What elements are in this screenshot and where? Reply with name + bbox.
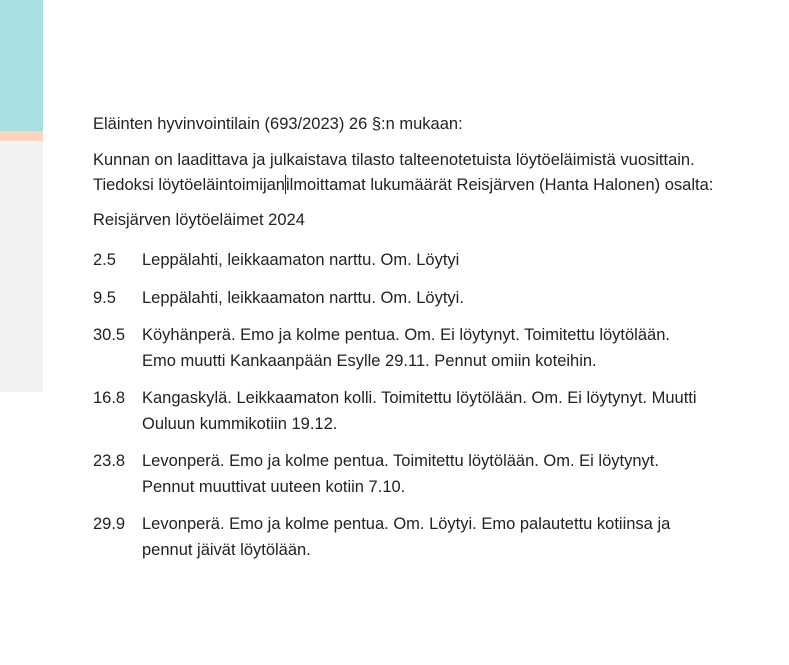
entry-date: 9.5 [93,288,116,307]
list-item [93,286,733,312]
list-title: Reisjärven löytöeläimet 2024 [93,210,305,229]
law-reference: Eläinten hyvinvointilain (693/2023) 26 §:n mukaan: [93,115,463,133]
entry-date: 30.5 [93,326,126,344]
sidebar-accent-peach [0,131,43,141]
intro-text-before-cursor: Kunnan on laadittava ja julkaistava tilasto talteenotetuista löytöeläimistä vuosittain. Tiedoksi löytöeläintoimijan [93,150,695,194]
entry-text: Kangaskylä. Leikkaamaton kolli. Toimitettu löytölään. Om. Ei löytynyt. Muutti Ouluun kummikotiin 19.12. [142,389,697,433]
list-item [93,323,733,374]
list-item [93,512,733,563]
entry-text: Levonperä. Emo ja kolme pentua. Toimitettu löytölään. Om. Ei löytynyt. Pennut muuttivat uuteen kotiin 7.10. [142,452,659,496]
intro-paragraph [93,148,733,199]
sidebar-panel [0,141,43,392]
entry-date: 29.9 [93,515,126,533]
entry-text: Köyhänperä. Emo ja kolme pentua. Om. Ei löytynyt. Toimitettu löytölään. Emo muutti Kankaanpään Esylle 29.11. Pennut omiin koteihin. [142,326,670,370]
intro-text-after-cursor: ilmoittamat lukumäärät Reisjärven (Hanta Halonen) osalta: [285,176,714,194]
entry-date: 16.8 [93,389,126,407]
entry-date: 23.8 [93,452,126,470]
list-item [93,248,733,274]
entry-text: Levonperä. Emo ja kolme pentua. Om. Löytyi. Emo palautettu kotiinsa ja pennut jäivät löytölään. [142,515,671,559]
entry-date: 2.5 [93,251,116,269]
document-body[interactable] [93,112,733,575]
list-item [93,449,733,500]
entry-text: Leppälahti, leikkaamaton narttu. Om. Löytyi [142,251,460,269]
list-item [93,386,733,437]
sidebar-accent-teal [0,0,43,131]
found-animals-list [93,248,733,563]
entry-text: Leppälahti, leikkaamaton narttu. Om. Löytyi. [142,288,464,307]
